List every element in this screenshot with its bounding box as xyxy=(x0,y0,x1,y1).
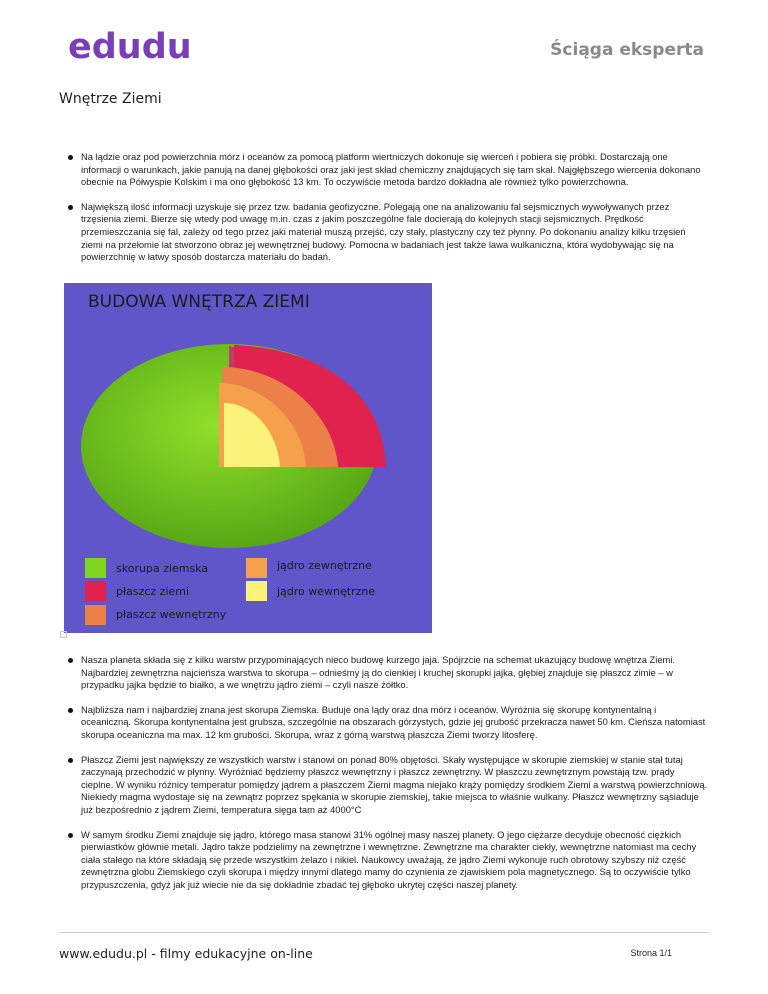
body-list xyxy=(68,654,708,904)
legend-swatch-inner-core xyxy=(246,581,267,601)
legend-swatch-crust xyxy=(85,558,106,578)
page-title: Wnętrze Ziemi xyxy=(59,91,162,107)
legend-label-inner-mantle: płaszcz wewnętrzny xyxy=(116,608,227,621)
earth-structure-diagram xyxy=(64,283,432,633)
logo-text: edudu xyxy=(68,27,192,67)
footer-url[interactable]: www.edudu.pl - filmy edukacyjne on-line xyxy=(59,946,313,961)
legend-swatch-outer-core xyxy=(246,558,267,578)
figure-title: BUDOWA WNĘTRZA ZIEMI xyxy=(88,292,310,312)
list-item: Na lądzie oraz pod powierzchnia mórz i oceanów za pomocą platform wiertniczych dokonuje się wierceń i pobiera się próbki. Dostarczają one informacji o warunkach, jakie panują na danej głębokości oraz jaki jest skład chemiczny znajdujących się tam skał. Najgłębszego wiercenia dokonano obecnie na Półwyspie Kolskim i ma ono głębokość 13 km. To oczywiście metoda bardzo dokładna ale również tylko powierzchowna. xyxy=(68,151,708,189)
tagline: Ściąga eksperta xyxy=(550,40,704,60)
list-item: Największą ilość informacji uzyskuje się przez tzw. badania geofizyczne. Polegają one na analizowaniu fal sejsmicznych wywoływanych przez trzęsienia ziemi. Bierze się wtedy pod uwagę m.in. czas z jakim poszczególne fale docierają do kolejnych stacji sejsmicznych. Prędkość przemieszczania się fal, zależy od tego przez jaki materiał muszą przejść, czy stały, plastyczny czy też płynny. Po dokonaniu analizy kilku trzęsień ziemi na przełomie lat stworzono obraz jej wewnętrznej budowy. Pomocna w badaniach jest także lawa wulkaniczna, która wydobywając się na powierzchnię w łatwy sposób dostarcza materiału do badań. xyxy=(68,201,708,264)
list-item: Najbliższa nam i najbardziej znana jest skorupa Ziemska. Buduje ona lądy oraz dna mórz i oceanów. Wyróżnia się skorupę kontynentalną i oceaniczną. Skorupa kontynentalna jest grubsza, szczególnie na obszarach górzystych, gdzie jej grubość przekracza nawet 50 km. Cieńsza natomiast skorupa oceaniczna ma max. 12 km grubości. Skorupa, wraz z górną warstwą płaszcza Ziemi tworzy litosferę. xyxy=(68,704,708,742)
image-placeholder-icon xyxy=(60,631,67,638)
legend-label-inner-core: jądro wewnętrzne xyxy=(277,585,376,598)
legend-label-mantle: płaszcz ziemi xyxy=(116,585,190,598)
list-item: Płaszcz Ziemi jest największy ze wszystkich warstw i stanowi on ponad 80% objętości. Skały występujące w skorupie ziemskiej w stanie stał tutaj zaczynają przechodzić w płynny. Wyróżniać będziemy płaszcz wewnętrzny i płaszcz zewnętrzny. W płaszczu zewnętrznym powstają tzw. prądy cieplne. W wyniku różnicy temperatur pomiędzy jądrem a płaszczem Ziemi magma niejako krąży pomiędzy środkiem Ziemi a warstwą powierzchniową. Niekiedy magma wydostaje się na zewnątrz poprzez spękania w skorupie ziemskiej, takie miejsca to właśnie wulkany. Płaszcz wewnętrzny sąsiaduje już bezpośrednio z jądrem Ziemi, temperatura sięga tam aż 4000°C xyxy=(68,754,708,817)
footer-divider xyxy=(59,932,709,933)
legend-label-outer-core: jądro zewnętrzne xyxy=(277,559,372,572)
page-number: Strona 1/1 xyxy=(630,948,672,958)
list-item: W samym środku Ziemi znajduje się jądro, którego masa stanowi 31% ogólnej masy naszej planety. O jego ciężarze decyduje obecność ciężkich pierwiastków głównie metali. Jądro także podzielimy na zewnętrzne i wewnętrzne. Zewnętrzne ma charakter ciekły, wewnętrzne natomiast ma cechy ciała stałego na które składają się przede wszystkim żelazo i nikiel. Naukowcy uważają, że jądro Ziemi wykonuje ruch obrotowy szybszy niż część zewnętrzna globu Ziemskiego czyli skorupa i między innymi dlatego mamy do czynienia ze zjawiskiem pola magnetycznego. Są to oczywiście tylko przypuszczenia, gdyż jak już wiecie nie da się dokładnie zbadać tej głęboko ukrytej części naszej planety. xyxy=(68,829,708,892)
edudu-logo[interactable] xyxy=(66,24,196,70)
list-item: Nasza planeta składa się z kilku warstw przypominających nieco budowę kurzego jaja. Spójrzcie na schemat ukazujący budowę wnętrza Ziemi. Najbardziej zewnętrzna najcieńsza warstwa to skorupa – odnieśmy ją do cienkiej i kruchej skorupki jajka, głębiej znajduje się płaszcz zimie – w przypadku jajka będzie to białko, a we wnętrzu jądro ziemi – czyli nasze żółtko. xyxy=(68,654,708,692)
legend-swatch-inner-mantle xyxy=(85,605,106,625)
legend-label-crust: skorupa ziemska xyxy=(116,562,209,575)
intro-list xyxy=(68,151,708,276)
legend-swatch-mantle xyxy=(85,581,106,601)
